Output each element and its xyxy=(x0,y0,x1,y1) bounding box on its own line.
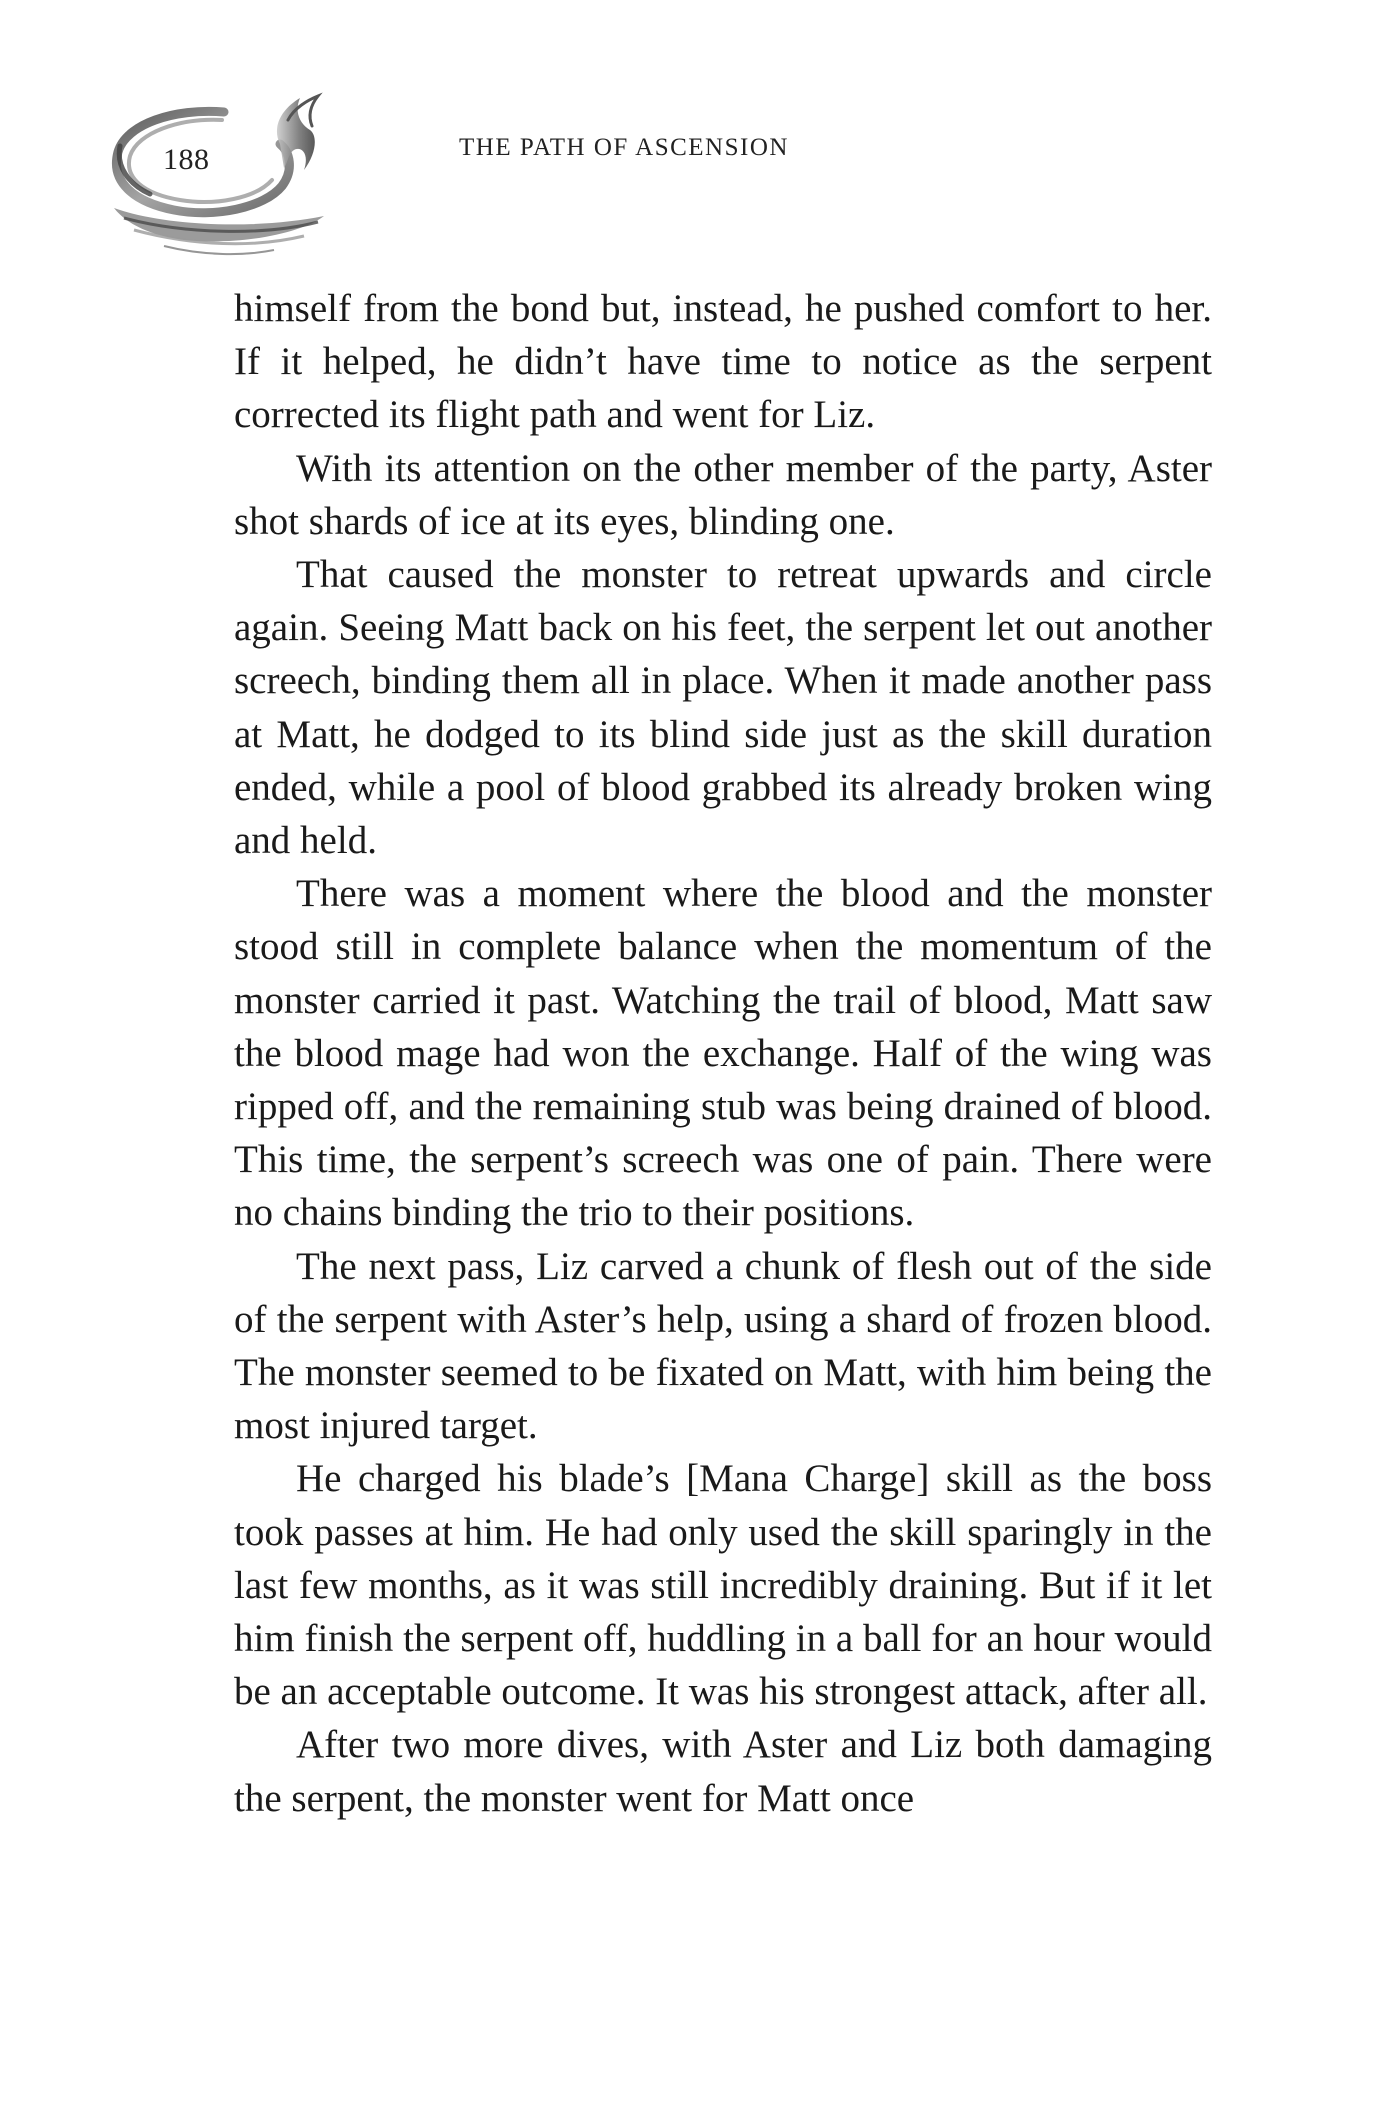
paragraph: With its attention on the other member of the party, Aster shot shards of ice at its eyes, blinding one. xyxy=(234,446,1212,543)
page-number: 188 xyxy=(163,143,210,176)
body-text xyxy=(234,282,1212,1825)
paragraph: himself from the bond but, instead, he pushed comfort to her. If it helped, he didn’t have time to notice as the serpent corrected its flight path and went for Liz. xyxy=(234,287,1212,437)
paragraph: There was a moment where the blood and the monster stood still in complete balance when the momentum of the monster carried it past. Watching the trail of blood, Matt saw the blood mage had won the exchange. Half of the wing was ripped off, and the remaining stub was being drained of blood. This time, the serpent’s screech was one of pain. There were no chains binding the trio to their positions. xyxy=(234,872,1212,1235)
paragraph: After two more dives, with Aster and Liz both damaging the serpent, the monster went for Matt once xyxy=(234,1723,1212,1820)
paragraph: That caused the monster to retreat upwards and circle again. Seeing Matt back on his feet, the serpent let out another screech, binding them all in place. When it made another pass at Matt, he dodged to its blind side just as the skill duration ended, while a pool of blood grabbed its already broken wing and held. xyxy=(234,553,1212,863)
brushstroke-ornament-icon xyxy=(104,90,340,260)
paragraph: The next pass, Liz carved a chunk of flesh out of the side of the serpent with Aster’s help, using a shard of frozen blood. The monster seemed to be fixated on Matt, with him being the most injured target. xyxy=(234,1244,1212,1448)
running-head-title: THE PATH OF ASCENSION xyxy=(459,134,789,161)
paragraph: He charged his blade’s [Mana Charge] skill as the boss took passes at him. He had only used the skill sparingly in the last few months, as it was still incredibly draining. But if it let him finish the serpent off, huddling in a ball for an hour would be an acceptable outcome. It was his strongest attack, after all. xyxy=(234,1457,1212,1714)
page-header xyxy=(0,0,1400,280)
